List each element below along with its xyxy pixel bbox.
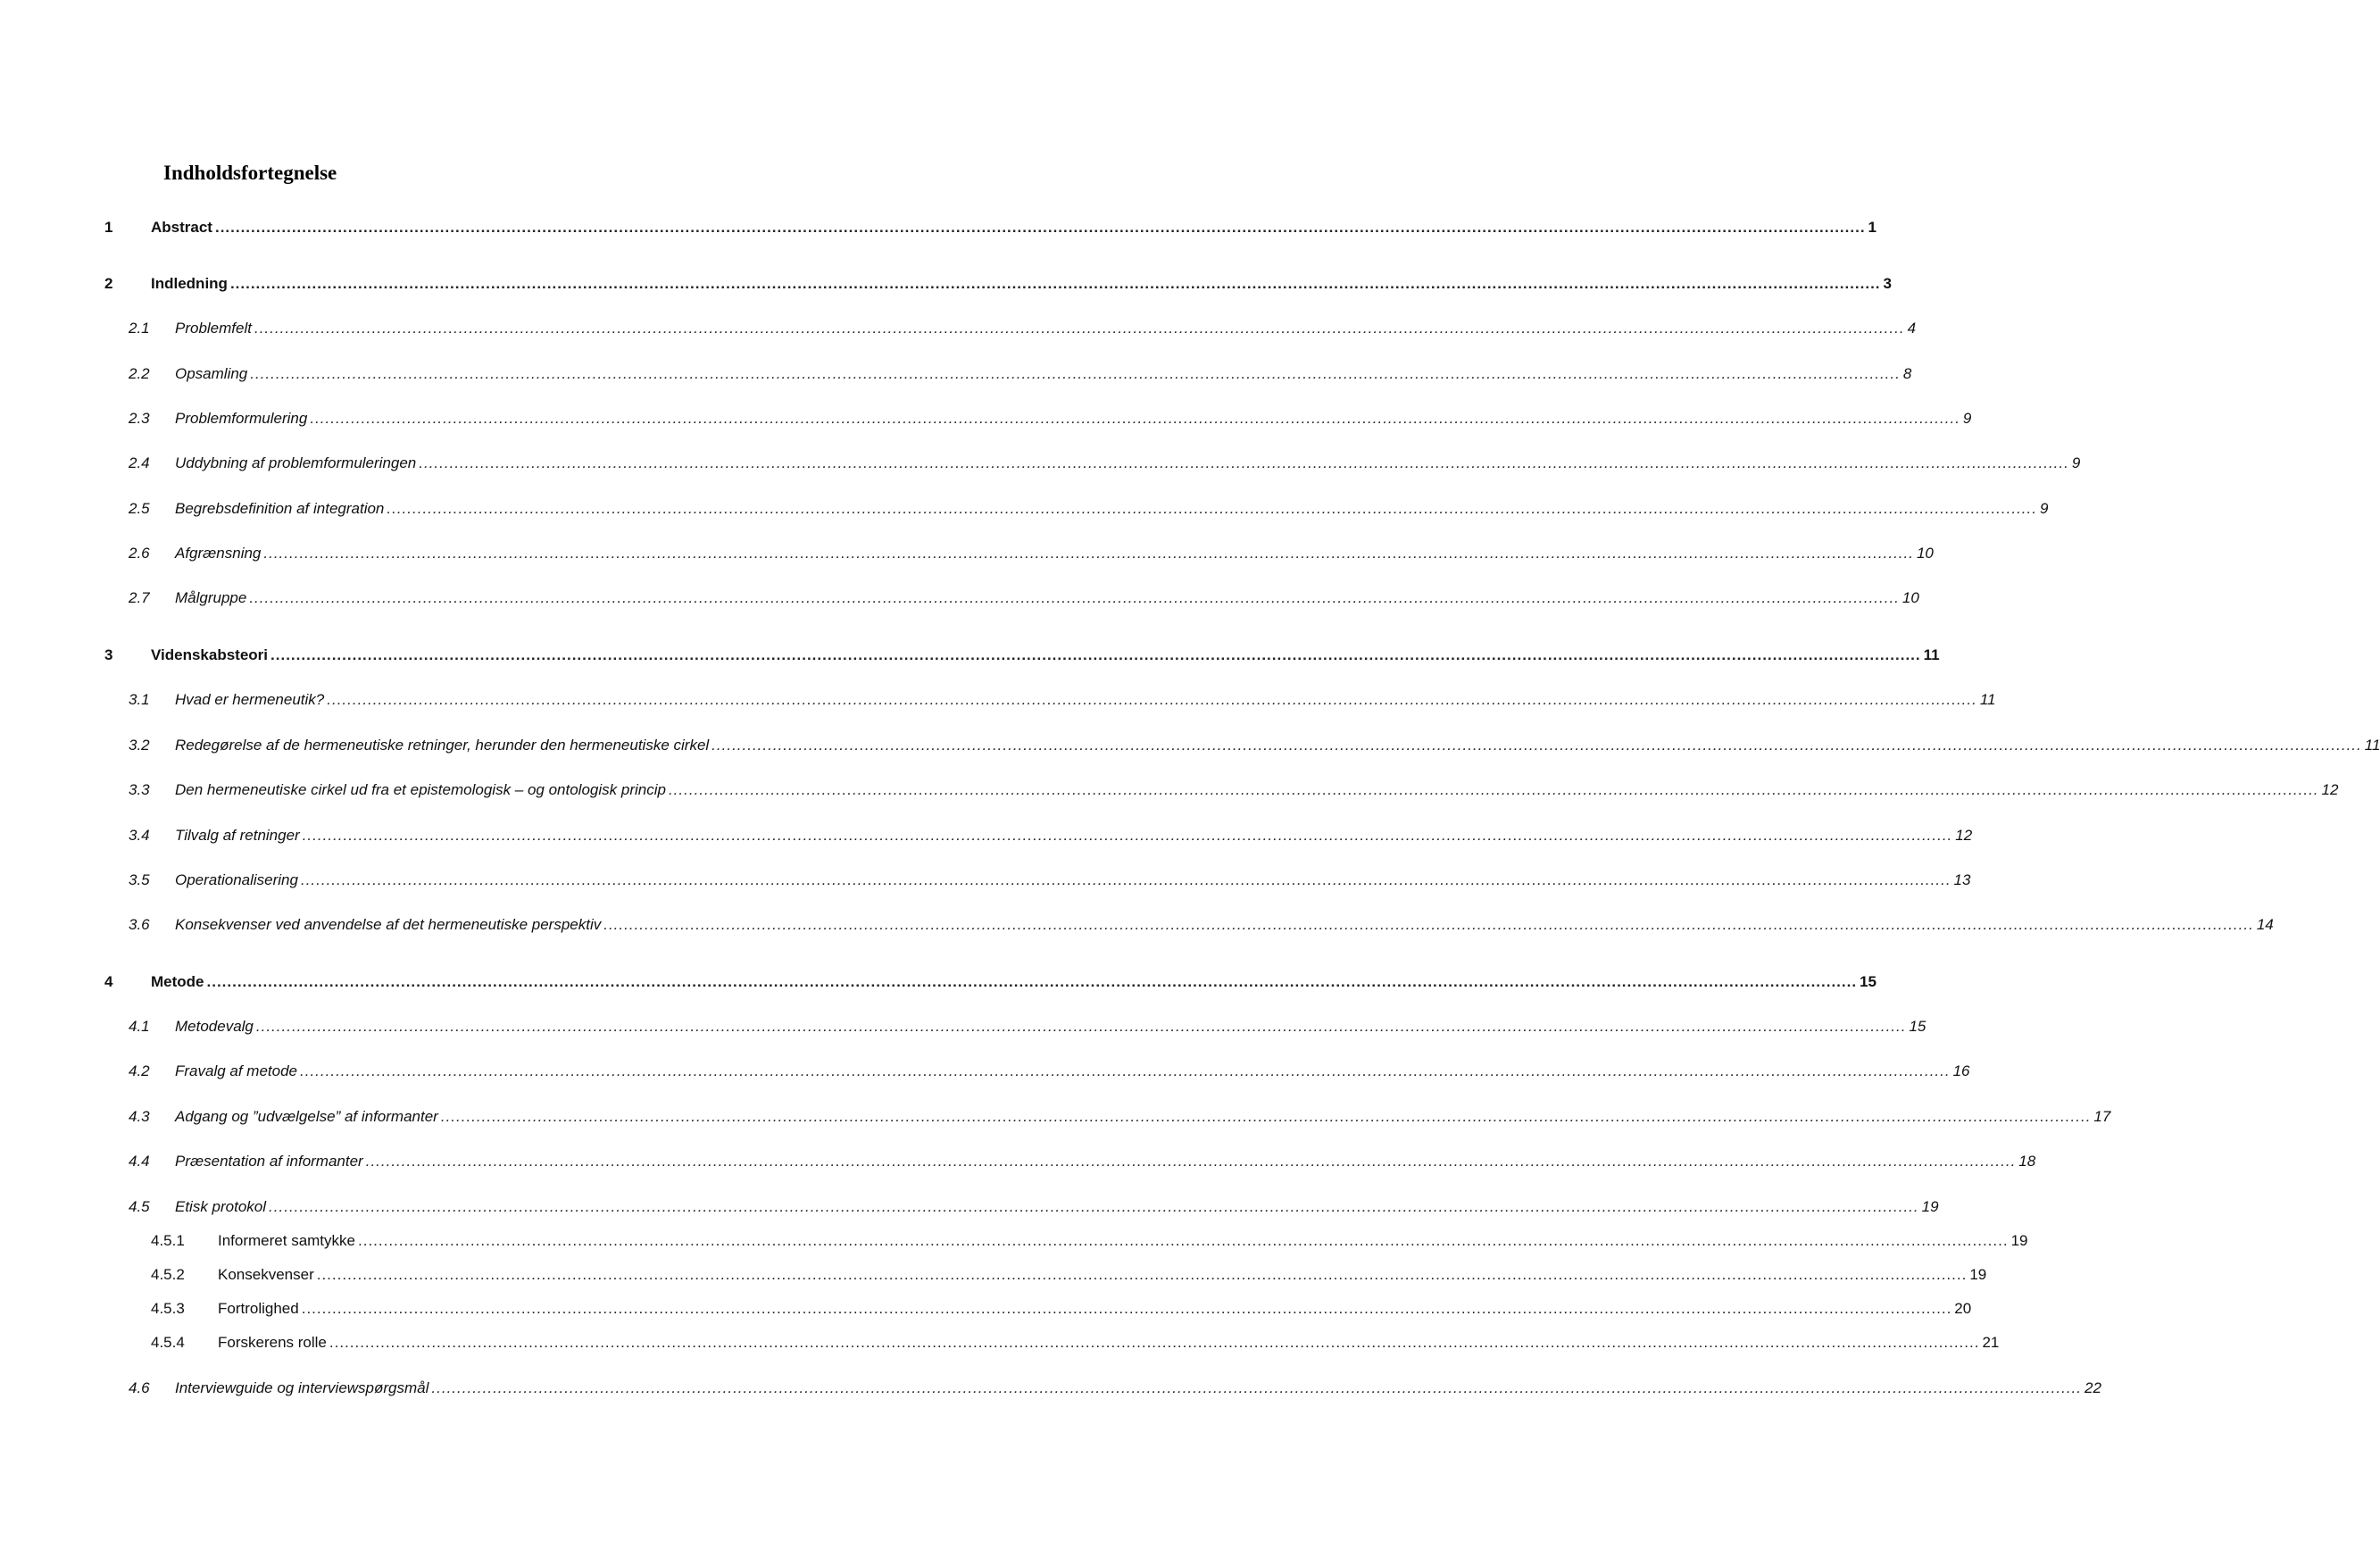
- dot-leader: ...................................................................................................................................................................................................................................................................................................................................: [712, 737, 2362, 754]
- toc-entry-4-5-1[interactable]: [104, 1232, 2028, 1255]
- toc-entry-title: Begrebsdefinition af integration: [175, 500, 385, 517]
- toc-entry-page: 9: [1962, 410, 1972, 427]
- toc-entry-number: 3.6: [129, 916, 150, 933]
- toc-entry-title: Videnskabsteori: [151, 646, 269, 663]
- dot-leader: ...................................................................................................................................................................................................................................................................................................................................: [269, 1198, 1919, 1215]
- toc-entry-title: Interviewguide og interviewspørgsmål: [175, 1379, 429, 1396]
- toc-entry-title: Konsekvenser ved anvendelse af det hermeneutiske perspektiv: [175, 916, 602, 933]
- toc-entry-2-3[interactable]: [104, 410, 1972, 433]
- toc-entry-page: 3: [1883, 275, 1892, 292]
- toc-entry-page: 21: [1982, 1334, 2000, 1351]
- toc-entry-4-5-3[interactable]: [104, 1300, 1972, 1323]
- toc-entry-title: Metode: [151, 973, 204, 990]
- toc-entry-3-4[interactable]: [104, 827, 1973, 850]
- toc-entry-page: 17: [2093, 1108, 2111, 1125]
- toc-entry-2[interactable]: [104, 275, 1892, 298]
- toc-entry-page: 16: [1952, 1062, 1970, 1079]
- toc-entry-1[interactable]: [104, 219, 1877, 242]
- dot-leader: ...................................................................................................................................................................................................................................................................................................................................: [301, 1300, 1952, 1317]
- dot-leader: ...................................................................................................................................................................................................................................................................................................................................: [431, 1379, 2082, 1396]
- toc-entry-page: 14: [2256, 916, 2274, 933]
- dot-leader: ...................................................................................................................................................................................................................................................................................................................................: [302, 827, 1953, 844]
- toc-entry-page: 20: [1954, 1300, 1972, 1317]
- toc-entry-number: 4.4: [129, 1153, 150, 1170]
- toc-entry-title: Konsekvenser: [218, 1266, 314, 1283]
- dot-leader: ...................................................................................................................................................................................................................................................................................................................................: [603, 916, 2254, 933]
- toc-entry-4-1[interactable]: [104, 1018, 1926, 1041]
- toc-entry-4-4[interactable]: [104, 1153, 2036, 1176]
- toc-entry-number: 3.1: [129, 691, 150, 708]
- dot-leader: ...................................................................................................................................................................................................................................................................................................................................: [300, 871, 1951, 888]
- toc-entry-3-3[interactable]: [104, 781, 2339, 804]
- toc-entry-number: 2.2: [129, 365, 150, 382]
- dot-leader: ...................................................................................................................................................................................................................................................................................................................................: [255, 1018, 1907, 1035]
- toc-entry-number: 3.2: [129, 737, 150, 754]
- toc-entry-page: 15: [1909, 1018, 1926, 1035]
- toc-entry-page: 9: [2039, 500, 2049, 517]
- toc-entry-title: Uddybning af problemformuleringen: [175, 454, 417, 471]
- dot-leader: ...................................................................................................................................................................................................................................................................................................................................: [358, 1232, 2009, 1249]
- toc-entry-page: 11: [2364, 737, 2380, 754]
- toc-entry-number: 3.5: [129, 871, 150, 888]
- toc-entry-3-6[interactable]: [104, 916, 2274, 939]
- toc-entry-number: 3.3: [129, 781, 150, 798]
- toc-entry-4-3[interactable]: [104, 1108, 2111, 1131]
- toc-entry-number: 4.6: [129, 1379, 150, 1396]
- dot-leader: ...................................................................................................................................................................................................................................................................................................................................: [254, 320, 1905, 337]
- toc-entry-title: Metodevalg: [175, 1018, 254, 1035]
- toc-entry-number: 4.5.1: [151, 1232, 185, 1249]
- toc-entry-number: 4.5.2: [151, 1266, 185, 1283]
- toc-entry-number: 2: [104, 275, 113, 292]
- toc-entry-number: 2.6: [129, 545, 150, 562]
- toc-entry-3-2[interactable]: [104, 737, 2380, 760]
- dot-leader: ...................................................................................................................................................................................................................................................................................................................................: [250, 365, 1901, 382]
- toc-entry-4-6[interactable]: [104, 1379, 2101, 1403]
- dot-leader: ...................................................................................................................................................................................................................................................................................................................................: [229, 275, 1881, 292]
- toc-entry-number: 4.2: [129, 1062, 150, 1079]
- toc-entry-title: Etisk protokol: [175, 1198, 267, 1215]
- toc-entry-title: Forskerens rolle: [218, 1334, 327, 1351]
- toc-entry-page: 1: [1868, 219, 1877, 236]
- toc-entry-title: Operationalisering: [175, 871, 298, 888]
- toc-entry-page: 11: [1923, 646, 1940, 663]
- toc-entry-number: 2.4: [129, 454, 150, 471]
- toc-entry-4-5-4[interactable]: [104, 1334, 2000, 1357]
- toc-entry-2-1[interactable]: [104, 320, 1917, 343]
- toc-entry-title: Hvad er hermeneutik?: [175, 691, 325, 708]
- dot-leader: ...................................................................................................................................................................................................................................................................................................................................: [214, 219, 1866, 236]
- dot-leader: ...................................................................................................................................................................................................................................................................................................................................: [310, 410, 1960, 427]
- toc-entry-page: 11: [1979, 691, 1996, 708]
- toc-entry-2-6[interactable]: [104, 545, 1934, 568]
- toc-entry-number: 2.1: [129, 320, 150, 337]
- toc-entry-title: Fravalg af metode: [175, 1062, 298, 1079]
- toc-entry-number: 3.4: [129, 827, 150, 844]
- dot-leader: ...................................................................................................................................................................................................................................................................................................................................: [263, 545, 1914, 562]
- dot-leader: ...................................................................................................................................................................................................................................................................................................................................: [329, 1334, 1980, 1351]
- toc-entry-title: Redegørelse af de hermeneutiske retninger, herunder den hermeneutiske cirkel: [175, 737, 710, 754]
- toc-entry-4[interactable]: [104, 973, 1877, 996]
- toc-entry-title: Indledning: [151, 275, 228, 292]
- toc-entry-2-4[interactable]: [104, 454, 2081, 478]
- toc-entry-page: 13: [1953, 871, 1971, 888]
- toc-entry-4-2[interactable]: [104, 1062, 1970, 1086]
- toc-entry-number: 4.5: [129, 1198, 150, 1215]
- toc-entry-number: 3: [104, 646, 113, 663]
- dot-leader: ...................................................................................................................................................................................................................................................................................................................................: [300, 1062, 1951, 1079]
- toc-entry-page: 10: [1916, 545, 1934, 562]
- toc-entry-2-5[interactable]: [104, 500, 2049, 523]
- toc-entry-2-2[interactable]: [104, 365, 1912, 388]
- dot-leader: ...................................................................................................................................................................................................................................................................................................................................: [365, 1153, 2017, 1170]
- toc-entry-page: 19: [2010, 1232, 2028, 1249]
- toc-entry-page: 12: [2321, 781, 2339, 798]
- toc-entry-page: 8: [1902, 365, 1912, 382]
- dot-leader: ...................................................................................................................................................................................................................................................................................................................................: [327, 691, 1977, 708]
- dot-leader: ...................................................................................................................................................................................................................................................................................................................................: [387, 500, 2037, 517]
- toc-entry-2-7[interactable]: [104, 589, 1919, 612]
- dot-leader: ...................................................................................................................................................................................................................................................................................................................................: [316, 1266, 1968, 1283]
- toc-entry-page: 15: [1860, 973, 1877, 990]
- toc-entry-3-5[interactable]: [104, 871, 1971, 895]
- toc-entry-4-5-2[interactable]: [104, 1266, 1987, 1289]
- toc-entry-number: 1: [104, 219, 113, 236]
- toc-entry-number: 4.5.3: [151, 1300, 185, 1317]
- toc-entry-number: 4.5.4: [151, 1334, 185, 1351]
- dot-leader: ...................................................................................................................................................................................................................................................................................................................................: [249, 589, 1900, 606]
- toc-entry-page: 10: [1902, 589, 1919, 606]
- toc-entry-page: 22: [2084, 1379, 2101, 1396]
- toc-entry-title: Opsamling: [175, 365, 248, 382]
- toc-entry-title: Præsentation af informanter: [175, 1153, 363, 1170]
- toc-entry-title: Problemfelt: [175, 320, 252, 337]
- toc-entry-title: Målgruppe: [175, 589, 247, 606]
- toc-entry-page: 4: [1907, 320, 1917, 337]
- dot-leader: ...................................................................................................................................................................................................................................................................................................................................: [419, 454, 2069, 471]
- toc-entry-page: 19: [1921, 1198, 1939, 1215]
- dot-leader: ...................................................................................................................................................................................................................................................................................................................................: [440, 1108, 2092, 1125]
- toc-entry-title: Fortrolighed: [218, 1300, 299, 1317]
- page-title: Indholdsfortegnelse: [163, 162, 337, 184]
- toc-entry-title: Adgang og ”udvælgelse” af informanter: [175, 1108, 438, 1125]
- toc-entry-number: 4.1: [129, 1018, 150, 1035]
- dot-leader: ...................................................................................................................................................................................................................................................................................................................................: [270, 646, 1921, 663]
- toc-entry-number: 2.7: [129, 589, 150, 606]
- toc-entry-title: Afgrænsning: [175, 545, 262, 562]
- dot-leader: ...................................................................................................................................................................................................................................................................................................................................: [668, 781, 2319, 798]
- dot-leader: ...................................................................................................................................................................................................................................................................................................................................: [206, 973, 1858, 990]
- toc-entry-3[interactable]: [104, 646, 1940, 670]
- toc-entry-title: Informeret samtykke: [218, 1232, 355, 1249]
- toc-entry-number: 4: [104, 973, 113, 990]
- toc-entry-page: 19: [1969, 1266, 1987, 1283]
- toc-entry-title: Den hermeneutiske cirkel ud fra et epistemologisk – og ontologisk princip: [175, 781, 666, 798]
- toc-entry-page: 9: [2071, 454, 2081, 471]
- toc-entry-title: Abstract: [151, 219, 212, 236]
- toc-entry-4-5[interactable]: [104, 1198, 1939, 1221]
- toc-entry-number: 2.3: [129, 410, 150, 427]
- toc-entry-title: Tilvalg af retninger: [175, 827, 300, 844]
- toc-entry-3-1[interactable]: [104, 691, 1996, 714]
- toc-entry-title: Problemformulering: [175, 410, 308, 427]
- toc-entry-number: 2.5: [129, 500, 150, 517]
- toc-entry-page: 12: [1955, 827, 1973, 844]
- toc-entry-number: 4.3: [129, 1108, 150, 1125]
- toc-entry-page: 18: [2018, 1153, 2036, 1170]
